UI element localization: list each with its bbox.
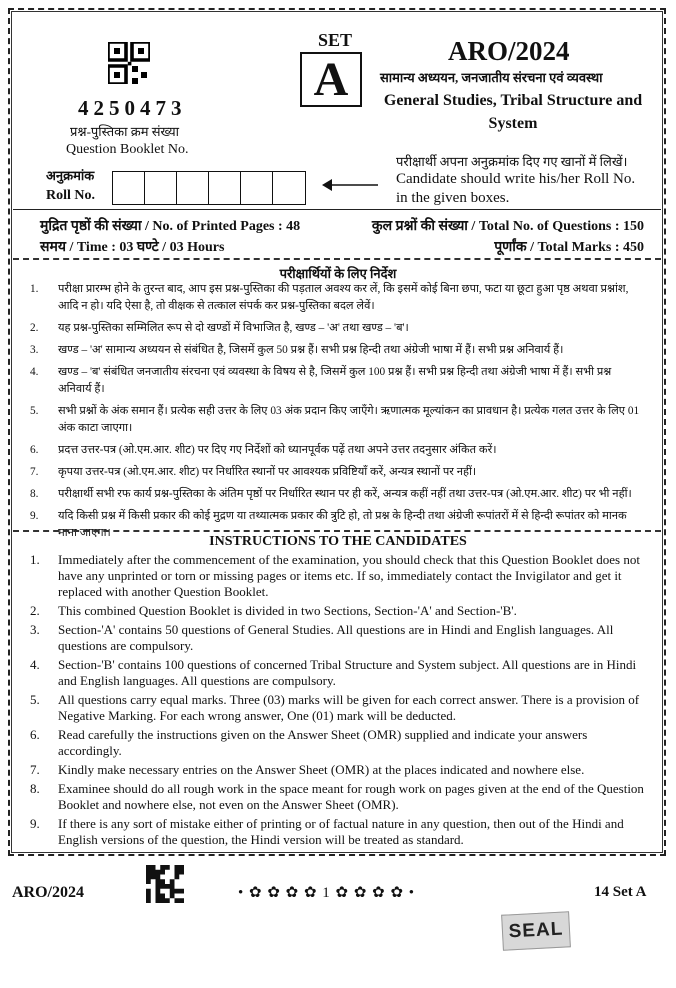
- item-text: यह प्रश्न-पुस्तिका सम्मिलित रूप से दो खण्डों में विभाजित है, खण्ड – 'अ' तथा खण्ड – 'ब'।: [58, 322, 409, 334]
- divider-dashed: [13, 530, 661, 532]
- item-number: 5.: [30, 692, 40, 707]
- item-number: 6.: [30, 444, 39, 456]
- list-item: [26, 364, 646, 398]
- list-item: [26, 403, 646, 437]
- list-item: [26, 622, 646, 654]
- list-item: [26, 464, 646, 481]
- footer-set-info: 14 Set A: [594, 884, 647, 900]
- item-number: 3.: [30, 344, 39, 356]
- item-text: सभी प्रश्नों के अंक समान हैं। प्रत्येक सही उत्तर के लिए 03 अंक प्रदान किए जाएँगे। ऋणात्मक मूल्यांकन का प्रावधान है। प्रत्येक गलत उत्तर के लिए 01 अंक काटा जाएगा।: [58, 405, 640, 434]
- item-text: Section-'A' contains 50 questions of General Studies. All questions are in Hindi and English languages. All questions are compulsory.: [58, 622, 614, 653]
- list-item: [26, 781, 646, 813]
- roll-digit-box[interactable]: [177, 172, 209, 204]
- item-number: 2.: [30, 603, 40, 618]
- item-text: खण्ड – 'अ' सामान्य अध्ययन से संबंधित है, जिसमें कुल 50 प्रश्न हैं। सभी प्रश्न हिन्दी तथा अंग्रेजी भाषा में हैं। सभी प्रश्न अनिवार्य हैं।: [58, 344, 564, 356]
- booklet-label-english: Question Booklet No.: [66, 142, 189, 157]
- item-number: 4.: [30, 366, 39, 378]
- list-item: [26, 320, 646, 337]
- page-number: • ✿ ✿ ✿ ✿ 1 ✿ ✿ ✿ ✿ •: [238, 885, 416, 901]
- item-text: If there is any sort of mistake either of printing or of factual nature in any question, then out of the Hindi and English versions of the question, the Hindi version will be treated as standard.: [58, 816, 624, 847]
- footer-exam-code: ARO/2024: [12, 884, 84, 901]
- item-number: 2.: [30, 322, 39, 334]
- item-number: 8.: [30, 781, 40, 796]
- list-item: [26, 442, 646, 459]
- list-item: [26, 762, 646, 778]
- arrow-left-icon: [322, 178, 378, 192]
- qr-code-icon: [108, 42, 150, 84]
- item-number: 7.: [30, 466, 39, 478]
- roll-digit-box[interactable]: [209, 172, 241, 204]
- item-number: 1.: [30, 552, 40, 567]
- divider-dashed: [13, 258, 661, 260]
- list-item: [26, 281, 646, 315]
- list-item: [26, 727, 646, 759]
- booklet-number: 4250473: [78, 96, 187, 120]
- set-value-box: A: [300, 52, 362, 107]
- instructions-list-english: [26, 552, 646, 851]
- roll-digit-box[interactable]: [241, 172, 273, 204]
- list-item: [26, 816, 646, 848]
- item-number: 1.: [30, 283, 39, 295]
- instructions-heading-english: INSTRUCTIONS TO THE CANDIDATES: [209, 534, 467, 549]
- item-text: प्रदत्त उत्तर-पत्र (ओ.एम.आर. शीट) पर दिए गए निर्देशों को ध्यानपूर्वक पढ़ें तथा अपने उत्तर तदनुसार अंकित करें।: [58, 444, 497, 456]
- booklet-label-hindi: प्रश्न-पुस्तिका क्रम संख्या: [70, 124, 180, 139]
- list-item: [26, 692, 646, 724]
- item-text: This combined Question Booklet is divided in two Sections, Section-'A' and Section-'B'.: [58, 603, 517, 618]
- item-text: खण्ड – 'ब' संबंधित जनजातीय संरचना एवं व्यवस्था के विषय से है, जिसमें कुल 100 प्रश्न हैं। सभी प्रश्न हिन्दी तथा अंग्रेजी भाषा में हैं। सभी प्रश्न अनिवार्य हैं।: [58, 366, 612, 395]
- item-number: 6.: [30, 727, 40, 742]
- roll-digit-box[interactable]: [273, 172, 305, 204]
- exam-code-title: ARO/2024: [448, 36, 570, 66]
- list-item: [26, 486, 646, 503]
- list-item: [26, 552, 646, 600]
- roll-instruction-english: Candidate should write his/her Roll No. in the given boxes.: [396, 171, 636, 206]
- list-item: [26, 342, 646, 359]
- instructions-heading-hindi: परीक्षार्थियों के लिए निर्देश: [279, 266, 397, 281]
- roll-digit-box[interactable]: [113, 172, 145, 204]
- instructions-list-hindi: [26, 281, 646, 547]
- total-marks: पूर्णांक / Total Marks : 450: [494, 240, 644, 255]
- item-text: परीक्षा प्रारम्भ होने के तुरन्त बाद, आप इस प्रश्न-पुस्तिका की पड़ताल अवश्य कर लें, कि इसमें कोई बिना छपा, फटा या छूटा हुआ पृष्ठ अथवा प्रश्नांश, आदि न हो। यदि ऐसा है, तो वीक्षक से तत्काल संपर्क कर प्रश्न-पुस्तिका बदल लेवें।: [58, 283, 629, 312]
- subject-title-english: General Studies, Tribal Structure and System: [383, 92, 643, 132]
- item-number: 9.: [30, 510, 39, 522]
- set-label: SET: [318, 30, 353, 50]
- item-text: परीक्षार्थी सभी रफ कार्य प्रश्न-पुस्तिका के अंतिम पृष्ठों पर निर्धारित स्थान पर ही करें, अन्यत्र कहीं नहीं तथा उत्तर-पत्र (ओ.एम.आर. शीट) पर भी नहीं।: [58, 488, 632, 500]
- list-item: [26, 657, 646, 689]
- printed-pages: मुद्रित पृष्ठों की संख्या / No. of Printed Pages : 48: [40, 219, 301, 234]
- barcode-icon: [146, 865, 184, 903]
- item-number: 7.: [30, 762, 40, 777]
- roll-instruction-hindi: परीक्षार्थी अपना अनुक्रमांक दिए गए खानों में लिखें।: [396, 154, 628, 169]
- item-text: Examinee should do all rough work in the space meant for rough work on pages given at the end of the Question Booklet and nowhere else, not even on the Answer Sheet (OMR).: [58, 781, 644, 812]
- roll-number-boxes[interactable]: [112, 171, 306, 205]
- seal-stamp: SEAL: [501, 911, 571, 951]
- item-number: 3.: [30, 622, 40, 637]
- roll-label-hindi: अनुक्रमांक: [46, 168, 95, 183]
- subject-title-hindi: सामान्य अध्ययन, जनजातीय संरचना एवं व्यवस्था: [380, 70, 603, 85]
- item-text: Section-'B' contains 100 questions of concerned Tribal Structure and System subject. All questions are in Hindi and English languages. All questions are compulsory.: [58, 657, 637, 688]
- item-number: 8.: [30, 488, 39, 500]
- item-number: 5.: [30, 405, 39, 417]
- item-text: Read carefully the instructions given on the Answer Sheet (OMR) supplied and indicate your answers accordingly.: [58, 727, 588, 758]
- total-questions: कुल प्रश्नों की संख्या / Total No. of Questions : 150: [371, 219, 644, 234]
- item-number: 4.: [30, 657, 40, 672]
- item-text: यदि किसी प्रश्न में किसी प्रकार की कोई मुद्रण या तथ्यात्मक प्रकार की त्रुटि हो, तो प्रश्न के हिन्दी तथा अंग्रेजी रूपांतरों में से हिन्दी रूपांतर को मानक माना जाएगा।: [58, 510, 627, 539]
- exam-time: समय / Time : 03 घण्टे / 03 Hours: [40, 240, 225, 255]
- item-number: 9.: [30, 816, 40, 831]
- list-item: [26, 603, 646, 619]
- item-text: All questions carry equal marks. Three (03) marks will be given for each correct answer. There is a provision of Negative Marking. For each wrong answer, One (01) mark will be deducted.: [58, 692, 640, 723]
- roll-digit-box[interactable]: [145, 172, 177, 204]
- roll-label-english: Roll No.: [46, 188, 95, 203]
- divider: [13, 209, 661, 210]
- item-text: Kindly make necessary entries on the Answer Sheet (OMR) at the places indicated and nowhere else.: [58, 762, 585, 777]
- item-text: Immediately after the commencement of the examination, you should check that this Question Booklet does not have any unprinted or torn or missing pages or items etc. If so, immediately contact the Invigilator and get it replaced with another Question Booklet.: [58, 552, 640, 599]
- item-text: कृपया उत्तर-पत्र (ओ.एम.आर. शीट) पर निर्धारित स्थानों पर आवश्यक प्रविष्टियाँ करें, अन्यत्र स्थानों पर नहीं।: [58, 466, 477, 478]
